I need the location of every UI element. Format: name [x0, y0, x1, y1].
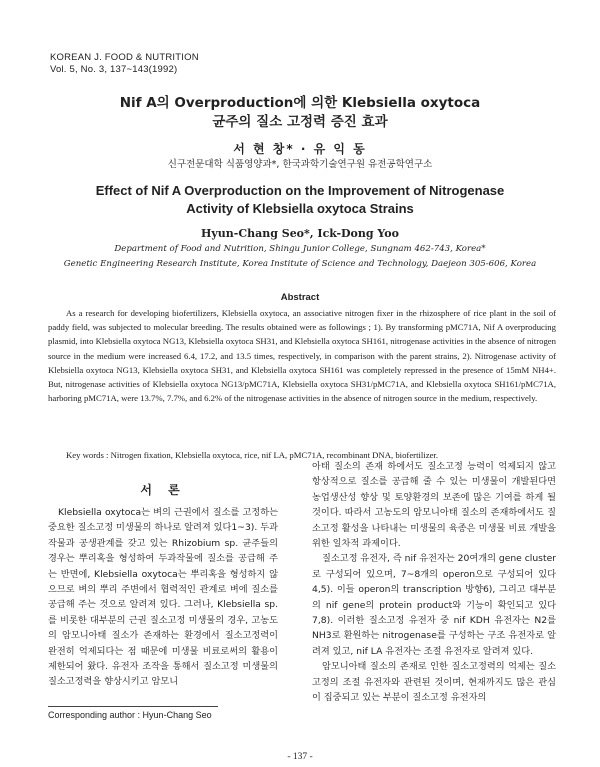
korean-title-line2: 균주의 질소 고정력 증진 효과 — [212, 114, 388, 130]
footnote-divider — [48, 706, 218, 707]
right-column — [312, 459, 556, 706]
korean-affiliation: 신구전문대학 식품영양과*, 한국과학기술연구원 유전공학연구소 — [167, 159, 433, 170]
english-title-line1: Effect of Nif A Overproduction on the Improvement of Nitrogenase — [95, 183, 505, 198]
introduction-heading: 서 론 — [140, 483, 186, 497]
abstract-heading: Abstract — [280, 292, 320, 303]
journal-volume: Vol. 5, No. 3, 137~143(1992) — [50, 64, 178, 75]
left-column — [48, 505, 278, 690]
english-affiliation-1: Department of Food and Nutrition, Shingu Junior College, Sungnam 462-743, Korea* — [114, 244, 486, 254]
english-authors: Hyun-Chang Seo*, Ick-Dong Yoo — [201, 227, 399, 240]
english-title — [0, 182, 600, 218]
footnote: Corresponding author : Hyun-Chang Seo — [48, 710, 212, 720]
keywords: Key words : Nitrogen fixation, Klebsiella oxytoca, rice, nif LA, pMC71A, recombinant DNA, biofertilizer. — [66, 450, 439, 460]
english-affiliation-2: Genetic Engineering Research Institute, Korea Institute of Science and Technology, Daejeon 305-606, Korea — [63, 259, 537, 269]
intro-paragraph-1: Klebsiella oxytoca는 벼의 근권에서 질소를 고정하는 중요한 질소고정 미생물의 하나로 알려져 있다1~3). 두과작물과 공생관계를 갖고 있는 Rhizobium sp. 균주들의 경우는 뿌리혹을 형성하여 두과작물에 질소를 공급해 주는 반면에, Klebsiella oxytoca는 뿌리혹을 형성하지 않으므로 벼의 뿌리 주변에서 협력적인 관계로 벼에 질소를 공급해 주는 것으로 알려져 있다. 그러나, Klebsiella sp.를 비롯한 대부분의 근권 질소고정 미생물의 경우, 고농도의 암모니아태 질소가 존재하는 환경에서 질소고정력이 완전히 억제되다는 점 때문에 미생물 비료로써의 활용이 제한되어 왔다. 유전자 조작을 통해서 질소고정 미생물의 질소고정력을 향상시키고 암모니 — [48, 507, 278, 688]
intro-paragraph-4: 암모니아태 질소의 존재로 인한 질소고정력의 억제는 질소고정의 조절 유전자와 관련된 것이며, 현재까지도 많은 관심이 집중되고 있는 부분이 질소고정 유전자의 — [312, 661, 556, 704]
korean-title — [0, 94, 600, 132]
abstract-body: As a research for developing biofertilizers, Klebsiella oxytoca, an associative nitrogen fixer in the rhizosphere of rice plant in the soil of paddy field, was subjected to molecular breeding. The results obtained were as followings ; 1). By transforming pMC71A, Nif A overproducing plasmid, into Klebsiella oxytoca NG13, Klebsiella oxytoca SH31, and Klebsiella oxytoca SH161, nitrogenase activities in the absence of nitrogen source in the medium were increased 6.4, 17.2, and 13.5 times, respectively, in comparison with the parent strains, 2). Nitrogenase activity of Klebsiella oxytoca NG13, Klebsiella oxytoca SH31, and Klebsiella oxytoca SH161 was completely repressed in the presence of 15mM NH4+. But, nitrogenase activities of Klebsiella oxytoca NG13/pMC71A, Klebsiella oxytoca SH31/pMC71A, and Klebsiella oxytoca SH161/pMC71A, harboring pMC71A, were 13.7%, 7.7%, and 6.2% of the nitrogenase activities in the absence of nitrogen source in the medium, respectively. — [48, 308, 556, 404]
korean-title-line1: Nif A의 Overproduction에 의한 Klebsiella oxytoca — [119, 95, 481, 111]
english-title-line2: Activity of Klebsiella oxytoca Strains — [186, 201, 414, 216]
page-number: - 137 - — [287, 752, 313, 762]
journal-header — [50, 52, 199, 76]
korean-authors: 서 현 창* · 유 익 동 — [233, 142, 367, 156]
journal-name: KOREAN J. FOOD & NUTRITION — [50, 52, 199, 63]
intro-paragraph-2: 아태 질소의 존재 하에서도 질소고정 능력이 억제되지 않고 항상적으로 질소를 공급해 줄 수 있는 미생물이 개발된다면 농업생산성 향상 및 토양환경의 보존에 많은 기여를 하게 될 것이다. 따라서 고농도의 암모니아태 질소의 존재하에서도 질소고정 활성을 나타내는 미생물의 육종은 미생물 비료 개발을 위한 일차적 과제이다. — [312, 461, 556, 550]
intro-paragraph-3: 질소고정 유전자, 즉 nif 유전자는 20여개의 gene cluster로 구성되어 있으며, 7~8개의 operon으로 구성되어 있다4,5). 이들 operon의 transcription 방향6), 그리고 대부분의 nif gene의 protein product와 기능이 확인되고 있다7,8). 이러한 질소고정 유전자 중 nif KDH 유전자는 N2를 NH3로 환원하는 nitrogenase를 구성하는 구조 유전자로 알려져 있고, nif LA 유전자는 조절 유전자로 알려져 있다. — [312, 553, 556, 657]
